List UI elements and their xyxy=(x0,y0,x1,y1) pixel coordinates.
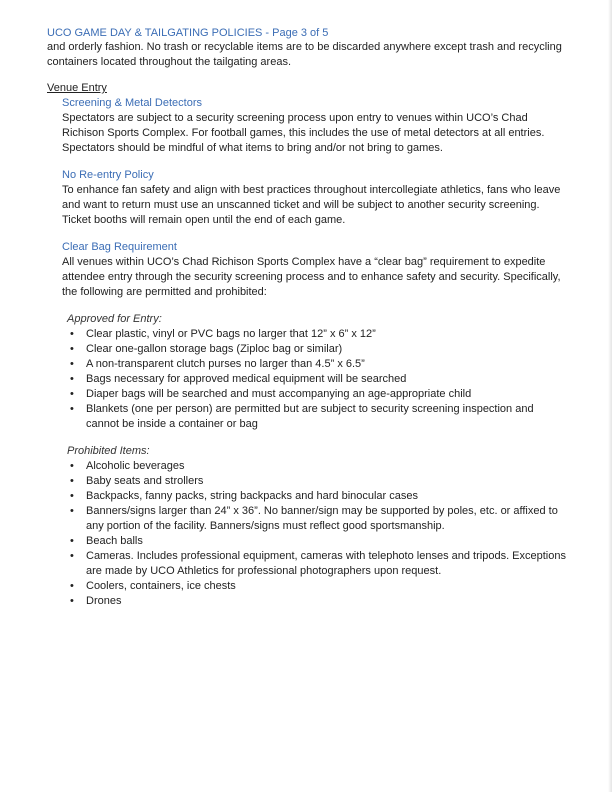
list-item xyxy=(66,579,567,594)
list-item-text: Banners/signs larger than 24” x 36”. No banner/sign may be supported by poles, etc. or affixed to any portion of the facility. Banners/signs must reflect good sportsmanship. xyxy=(86,505,558,532)
reentry-heading: No Re-entry Policy xyxy=(62,169,154,181)
list-item-text: Cameras. Includes professional equipment, cameras with telephoto lenses and tripods. Exceptions are made by UCO Athletics for professional photographers upon request. xyxy=(86,550,566,577)
list-item xyxy=(66,534,567,549)
page-header: UCO GAME DAY & TAILGATING POLICIES - Page 3 of 5 xyxy=(47,27,329,39)
bullet-icon: • xyxy=(70,358,74,370)
list-item xyxy=(66,489,567,504)
screening-body: Spectators are subject to a security screening process upon entry to venues within UCO’s Chad Richison Sports Complex. For football games, this includes the use of metal detectors at all entries. Spectators should be mindful of what items to bring and/or not bring to games. xyxy=(62,112,545,154)
list-item xyxy=(66,357,567,372)
subsection-reentry xyxy=(47,168,567,228)
list-item xyxy=(66,459,567,474)
bullet-icon: • xyxy=(70,373,74,385)
list-item xyxy=(66,342,567,357)
bullet-icon: • xyxy=(70,475,74,487)
page-content xyxy=(47,26,567,609)
list-item-text: Diaper bags will be searched and must accompanying an age-appropriate child xyxy=(86,388,472,400)
bullet-icon: • xyxy=(70,490,74,502)
clear-bag-body: All venues within UCO’s Chad Richison Sports Complex have a “clear bag” requirement to expedite attendee entry through the security screening process and to enhance safety and security. Specifically, the following are permitted and prohibited: xyxy=(62,256,561,298)
list-item-text: Alcoholic beverages xyxy=(86,460,185,472)
list-item xyxy=(66,387,567,402)
bullet-icon: • xyxy=(70,388,74,400)
subsection-clear-bag xyxy=(47,240,567,609)
bullet-icon: • xyxy=(70,328,74,340)
section-title-venue-entry: Venue Entry xyxy=(47,82,107,94)
bullet-icon: • xyxy=(70,343,74,355)
approved-list xyxy=(62,327,567,432)
list-item xyxy=(66,372,567,387)
list-item xyxy=(66,474,567,489)
list-item-text: Coolers, containers, ice chests xyxy=(86,580,236,592)
bullet-icon: • xyxy=(70,460,74,472)
subsection-screening xyxy=(47,96,567,156)
approved-list-label: Approved for Entry: xyxy=(67,313,162,325)
page-edge-shadow xyxy=(608,0,612,792)
spacer xyxy=(47,228,567,240)
list-item-text: Bags necessary for approved medical equipment will be searched xyxy=(86,373,407,385)
list-item-text: Blankets (one per person) are permitted but are subject to security screening inspection and cannot be inside a container or bag xyxy=(86,403,534,430)
bullet-icon: • xyxy=(70,535,74,547)
bullet-icon: • xyxy=(70,580,74,592)
list-item-text: Beach balls xyxy=(86,535,143,547)
bullet-icon: • xyxy=(70,550,74,562)
list-item-text: A non-transparent clutch purses no larger than 4.5” x 6.5” xyxy=(86,358,365,370)
list-item xyxy=(66,549,567,579)
list-item-text: Clear plastic, vinyl or PVC bags no larger that 12” x 6” x 12” xyxy=(86,328,376,340)
bullet-icon: • xyxy=(70,595,74,607)
list-item xyxy=(66,594,567,609)
screening-heading: Screening & Metal Detectors xyxy=(62,97,203,109)
list-item-text: Drones xyxy=(86,595,122,607)
list-item-text: Clear one-gallon storage bags (Ziploc bag or similar) xyxy=(86,343,343,355)
list-item-text: Backpacks, fanny packs, string backpacks and hard binocular cases xyxy=(86,490,419,502)
list-item xyxy=(66,402,567,432)
prohibited-list-label: Prohibited Items: xyxy=(67,445,150,457)
intro-paragraph: and orderly fashion. No trash or recyclable items are to be discarded anywhere except trash and recycling containers located throughout the tailgating areas. xyxy=(47,41,562,68)
list-item xyxy=(66,327,567,342)
reentry-body: To enhance fan safety and align with best practices throughout intercollegiate athletics, fans who leave and want to return must use an unscanned ticket and will be subject to another security screening. Ticket booths will remain open until the end of each game. xyxy=(62,184,561,226)
spacer xyxy=(47,156,567,168)
clear-bag-heading: Clear Bag Requirement xyxy=(62,241,177,253)
list-item xyxy=(66,504,567,534)
prohibited-list xyxy=(62,459,567,609)
bullet-icon: • xyxy=(70,505,74,517)
bullet-icon: • xyxy=(70,403,74,415)
list-item-text: Baby seats and strollers xyxy=(86,475,204,487)
